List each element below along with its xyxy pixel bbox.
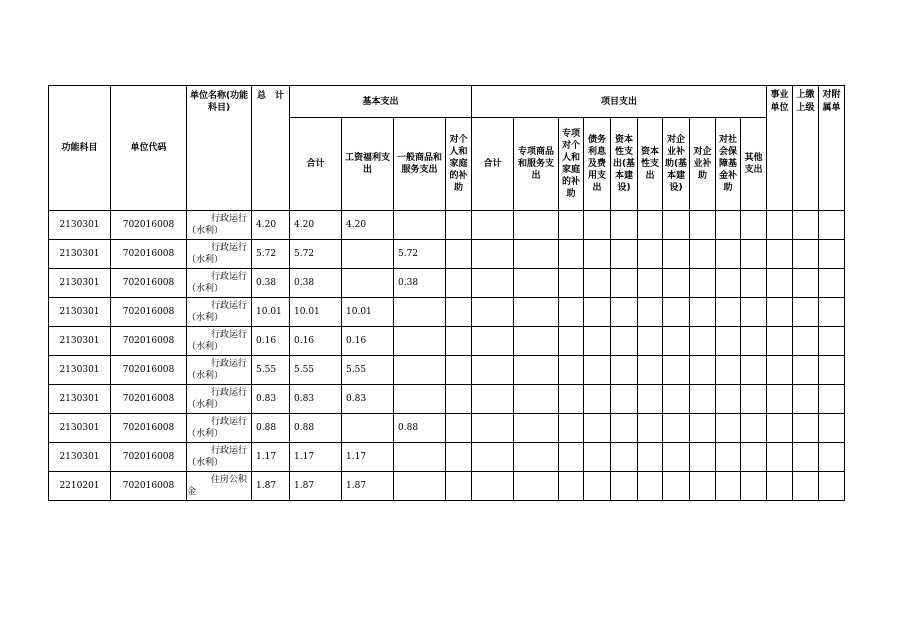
- header-extra-1: 上缴上级: [793, 86, 819, 211]
- cell-empty: [716, 327, 741, 356]
- cell-wage: 1.87: [342, 472, 394, 501]
- cell-total: 0.83: [252, 385, 290, 414]
- table-row: [49, 414, 845, 443]
- cell-empty: [741, 356, 767, 385]
- cell-unit-code: 702016008: [111, 240, 187, 269]
- cell-total: 0.16: [252, 327, 290, 356]
- cell-empty: [584, 240, 611, 269]
- cell-func-code: 2130301: [49, 327, 111, 356]
- cell-empty: [559, 298, 584, 327]
- cell-empty: [767, 298, 793, 327]
- header-project-sub-7: 对企业补助: [690, 118, 716, 211]
- cell-empty: [638, 414, 663, 443]
- cell-empty: [793, 298, 819, 327]
- cell-unit-name: [187, 211, 252, 240]
- cell-empty: [767, 240, 793, 269]
- cell-empty: [767, 443, 793, 472]
- cell-empty: [819, 298, 845, 327]
- cell-basic-total: 0.83: [290, 385, 342, 414]
- header-basic-expenditure: 基本支出: [290, 86, 472, 118]
- header-basic-sub-1: 工资福利支出: [342, 118, 394, 211]
- cell-basic-total: 1.87: [290, 472, 342, 501]
- table-row: [49, 472, 845, 501]
- unit-name-line-1: 行政运行: [210, 272, 247, 282]
- cell-empty: [638, 298, 663, 327]
- cell-empty: [819, 356, 845, 385]
- cell-goods: [394, 211, 446, 240]
- header-project-sub-9: 其他支出: [741, 118, 767, 211]
- cell-empty: [559, 414, 584, 443]
- unit-name-line-2: （水利）: [187, 371, 224, 381]
- cell-empty: [611, 269, 638, 298]
- cell-empty: [767, 414, 793, 443]
- cell-empty: [663, 327, 690, 356]
- cell-total: 0.88: [252, 414, 290, 443]
- cell-empty: [611, 443, 638, 472]
- cell-empty: [514, 414, 559, 443]
- cell-empty: [793, 356, 819, 385]
- cell-empty: [819, 327, 845, 356]
- cell-empty: [663, 211, 690, 240]
- unit-name-line-2: （水利）: [187, 313, 224, 323]
- cell-empty: [472, 414, 514, 443]
- unit-name-line-1: 行政运行: [210, 301, 247, 311]
- cell-empty: [446, 298, 472, 327]
- cell-empty: [741, 414, 767, 443]
- cell-empty: [584, 356, 611, 385]
- unit-name-line-1: 行政运行: [210, 417, 247, 427]
- cell-empty: [716, 472, 741, 501]
- cell-empty: [819, 211, 845, 240]
- cell-func-code: 2210201: [49, 472, 111, 501]
- cell-empty: [690, 240, 716, 269]
- cell-empty: [767, 356, 793, 385]
- cell-empty: [559, 211, 584, 240]
- header-unit-code: 单位代码: [111, 86, 187, 211]
- cell-empty: [690, 211, 716, 240]
- cell-unit-code: 702016008: [111, 298, 187, 327]
- cell-empty: [638, 385, 663, 414]
- cell-empty: [472, 356, 514, 385]
- cell-unit-code: 702016008: [111, 472, 187, 501]
- cell-empty: [638, 472, 663, 501]
- cell-total: 1.87: [252, 472, 290, 501]
- cell-func-code: 2130301: [49, 211, 111, 240]
- cell-unit-name: [187, 269, 252, 298]
- cell-empty: [716, 385, 741, 414]
- cell-goods: 0.88: [394, 414, 446, 443]
- unit-name-line-1: 行政运行: [210, 330, 247, 340]
- header-func-code: 功能科目: [49, 86, 111, 211]
- header-basic-sub-2: 一般商品和服务支出: [394, 118, 446, 211]
- cell-empty: [638, 269, 663, 298]
- header-project-sub-0: 合计: [472, 118, 514, 211]
- cell-empty: [514, 443, 559, 472]
- cell-unit-name: [187, 240, 252, 269]
- header-basic-sub-3: 对个人和家庭的补助: [446, 118, 472, 211]
- cell-empty: [793, 472, 819, 501]
- header-basic-sub-0: 合计: [290, 118, 342, 211]
- unit-name-line-2: 金: [187, 487, 197, 497]
- cell-unit-name: [187, 472, 252, 501]
- cell-empty: [559, 269, 584, 298]
- cell-empty: [472, 327, 514, 356]
- cell-empty: [716, 356, 741, 385]
- cell-empty: [663, 385, 690, 414]
- cell-empty: [690, 443, 716, 472]
- unit-name-line-2: （水利）: [187, 458, 224, 468]
- table-row: [49, 327, 845, 356]
- cell-wage: 4.20: [342, 211, 394, 240]
- cell-unit-code: 702016008: [111, 327, 187, 356]
- cell-empty: [584, 298, 611, 327]
- cell-empty: [446, 269, 472, 298]
- table-row: [49, 385, 845, 414]
- unit-name-line-1: 行政运行: [210, 388, 247, 398]
- cell-goods: 0.38: [394, 269, 446, 298]
- cell-func-code: 2130301: [49, 385, 111, 414]
- cell-empty: [741, 327, 767, 356]
- cell-empty: [611, 356, 638, 385]
- table-row: [49, 211, 845, 240]
- cell-empty: [472, 443, 514, 472]
- cell-empty: [663, 472, 690, 501]
- cell-total: 0.38: [252, 269, 290, 298]
- cell-func-code: 2130301: [49, 414, 111, 443]
- cell-empty: [716, 240, 741, 269]
- cell-empty: [767, 269, 793, 298]
- cell-empty: [638, 240, 663, 269]
- header-project-expenditure: 项目支出: [472, 86, 767, 118]
- cell-empty: [663, 298, 690, 327]
- cell-wage: 0.16: [342, 327, 394, 356]
- table-row: [49, 356, 845, 385]
- cell-empty: [472, 298, 514, 327]
- cell-wage: 1.17: [342, 443, 394, 472]
- cell-total: 5.55: [252, 356, 290, 385]
- cell-unit-name: [187, 298, 252, 327]
- cell-empty: [638, 356, 663, 385]
- cell-empty: [514, 298, 559, 327]
- cell-goods: [394, 327, 446, 356]
- cell-empty: [514, 356, 559, 385]
- cell-empty: [446, 472, 472, 501]
- cell-empty: [690, 269, 716, 298]
- cell-empty: [514, 211, 559, 240]
- header-project-sub-4: 资本性支出(基本建设): [611, 118, 638, 211]
- cell-unit-code: 702016008: [111, 414, 187, 443]
- table-row: [49, 298, 845, 327]
- cell-wage: 5.55: [342, 356, 394, 385]
- cell-empty: [716, 298, 741, 327]
- cell-empty: [793, 327, 819, 356]
- cell-empty: [741, 240, 767, 269]
- cell-empty: [690, 327, 716, 356]
- cell-func-code: 2130301: [49, 240, 111, 269]
- cell-empty: [716, 269, 741, 298]
- cell-empty: [638, 211, 663, 240]
- cell-func-code: 2130301: [49, 298, 111, 327]
- cell-empty: [767, 385, 793, 414]
- cell-empty: [716, 443, 741, 472]
- cell-wage: [342, 269, 394, 298]
- cell-unit-code: 702016008: [111, 356, 187, 385]
- unit-name-line-1: 住房公积: [210, 475, 247, 485]
- cell-unit-name: [187, 327, 252, 356]
- header-project-sub-1: 专项商品和服务支出: [514, 118, 559, 211]
- cell-empty: [819, 269, 845, 298]
- cell-empty: [793, 443, 819, 472]
- cell-goods: 5.72: [394, 240, 446, 269]
- cell-empty: [611, 414, 638, 443]
- cell-empty: [514, 240, 559, 269]
- cell-total: 4.20: [252, 211, 290, 240]
- header-unit-name: 单位名称(功能科目): [187, 86, 252, 211]
- unit-name-line-1: 行政运行: [210, 446, 247, 456]
- table-row: [49, 240, 845, 269]
- cell-empty: [584, 211, 611, 240]
- unit-name-line-2: （水利）: [187, 429, 224, 439]
- table-row: [49, 269, 845, 298]
- table-row: [49, 443, 845, 472]
- cell-empty: [741, 472, 767, 501]
- cell-empty: [611, 240, 638, 269]
- cell-empty: [584, 385, 611, 414]
- cell-total: 1.17: [252, 443, 290, 472]
- cell-total: 5.72: [252, 240, 290, 269]
- cell-empty: [446, 385, 472, 414]
- unit-name-line-2: （水利）: [187, 342, 224, 352]
- cell-basic-total: 5.72: [290, 240, 342, 269]
- cell-empty: [611, 327, 638, 356]
- cell-empty: [514, 385, 559, 414]
- unit-name-line-2: （水利）: [187, 255, 224, 265]
- cell-unit-code: 702016008: [111, 211, 187, 240]
- header-total: 总 计: [252, 86, 290, 211]
- cell-empty: [559, 443, 584, 472]
- cell-empty: [514, 327, 559, 356]
- unit-name-line-1: 行政运行: [210, 359, 247, 369]
- cell-empty: [690, 414, 716, 443]
- cell-basic-total: 0.38: [290, 269, 342, 298]
- cell-wage: [342, 414, 394, 443]
- cell-empty: [690, 356, 716, 385]
- cell-wage: 10.01: [342, 298, 394, 327]
- header-project-sub-6: 对企业补助(基本建设): [663, 118, 690, 211]
- cell-empty: [690, 472, 716, 501]
- cell-goods: [394, 443, 446, 472]
- cell-wage: 0.83: [342, 385, 394, 414]
- cell-unit-code: 702016008: [111, 443, 187, 472]
- cell-empty: [663, 269, 690, 298]
- cell-empty: [663, 240, 690, 269]
- cell-empty: [638, 327, 663, 356]
- cell-empty: [663, 356, 690, 385]
- unit-name-line-1: 行政运行: [210, 214, 247, 224]
- cell-empty: [741, 211, 767, 240]
- cell-empty: [716, 211, 741, 240]
- cell-empty: [584, 414, 611, 443]
- cell-basic-total: 0.16: [290, 327, 342, 356]
- cell-empty: [767, 472, 793, 501]
- cell-empty: [446, 327, 472, 356]
- cell-basic-total: 5.55: [290, 356, 342, 385]
- cell-empty: [793, 385, 819, 414]
- cell-empty: [472, 385, 514, 414]
- cell-unit-name: [187, 414, 252, 443]
- cell-empty: [611, 472, 638, 501]
- cell-empty: [559, 327, 584, 356]
- cell-empty: [611, 211, 638, 240]
- expenditure-table: [48, 85, 845, 501]
- cell-empty: [584, 443, 611, 472]
- cell-basic-total: 4.20: [290, 211, 342, 240]
- cell-empty: [611, 298, 638, 327]
- cell-goods: [394, 472, 446, 501]
- header-extra-2: 对附属单: [819, 86, 845, 211]
- cell-empty: [767, 327, 793, 356]
- cell-empty: [741, 385, 767, 414]
- cell-func-code: 2130301: [49, 269, 111, 298]
- cell-unit-code: 702016008: [111, 269, 187, 298]
- cell-empty: [793, 240, 819, 269]
- cell-empty: [559, 356, 584, 385]
- cell-empty: [663, 414, 690, 443]
- cell-func-code: 2130301: [49, 443, 111, 472]
- cell-empty: [472, 472, 514, 501]
- cell-goods: [394, 356, 446, 385]
- cell-empty: [446, 356, 472, 385]
- cell-empty: [472, 269, 514, 298]
- cell-empty: [584, 472, 611, 501]
- cell-empty: [819, 472, 845, 501]
- header-extra-0: 事业单位: [767, 86, 793, 211]
- cell-empty: [611, 385, 638, 414]
- cell-empty: [472, 240, 514, 269]
- header-project-sub-5: 资本性支出: [638, 118, 663, 211]
- cell-wage: [342, 240, 394, 269]
- cell-empty: [741, 269, 767, 298]
- cell-empty: [584, 269, 611, 298]
- cell-empty: [793, 269, 819, 298]
- cell-empty: [663, 443, 690, 472]
- expenditure-table-sheet: [48, 85, 845, 501]
- cell-unit-name: [187, 356, 252, 385]
- header-project-sub-3: 债务利息及费用支出: [584, 118, 611, 211]
- cell-empty: [819, 240, 845, 269]
- cell-empty: [559, 385, 584, 414]
- cell-empty: [514, 269, 559, 298]
- cell-empty: [514, 472, 559, 501]
- cell-unit-code: 702016008: [111, 385, 187, 414]
- cell-goods: [394, 385, 446, 414]
- cell-empty: [793, 211, 819, 240]
- cell-empty: [819, 385, 845, 414]
- cell-goods: [394, 298, 446, 327]
- cell-empty: [690, 385, 716, 414]
- header-project-sub-2: 专项对个人和家庭的补助: [559, 118, 584, 211]
- cell-empty: [819, 443, 845, 472]
- cell-empty: [793, 414, 819, 443]
- cell-empty: [741, 443, 767, 472]
- header-project-sub-8: 对社会保障基金补助: [716, 118, 741, 211]
- cell-basic-total: 0.88: [290, 414, 342, 443]
- cell-empty: [767, 211, 793, 240]
- cell-empty: [638, 443, 663, 472]
- cell-empty: [446, 211, 472, 240]
- cell-unit-name: [187, 443, 252, 472]
- cell-basic-total: 10.01: [290, 298, 342, 327]
- cell-empty: [584, 327, 611, 356]
- unit-name-line-2: （水利）: [187, 284, 224, 294]
- unit-name-line-2: （水利）: [187, 226, 224, 236]
- cell-total: 10.01: [252, 298, 290, 327]
- cell-func-code: 2130301: [49, 356, 111, 385]
- unit-name-line-1: 行政运行: [210, 243, 247, 253]
- cell-empty: [559, 240, 584, 269]
- cell-empty: [472, 211, 514, 240]
- cell-empty: [690, 298, 716, 327]
- cell-empty: [446, 414, 472, 443]
- cell-basic-total: 1.17: [290, 443, 342, 472]
- cell-empty: [559, 472, 584, 501]
- cell-empty: [446, 443, 472, 472]
- cell-unit-name: [187, 385, 252, 414]
- cell-empty: [446, 240, 472, 269]
- unit-name-line-2: （水利）: [187, 400, 224, 410]
- cell-empty: [819, 414, 845, 443]
- cell-empty: [716, 414, 741, 443]
- cell-empty: [741, 298, 767, 327]
